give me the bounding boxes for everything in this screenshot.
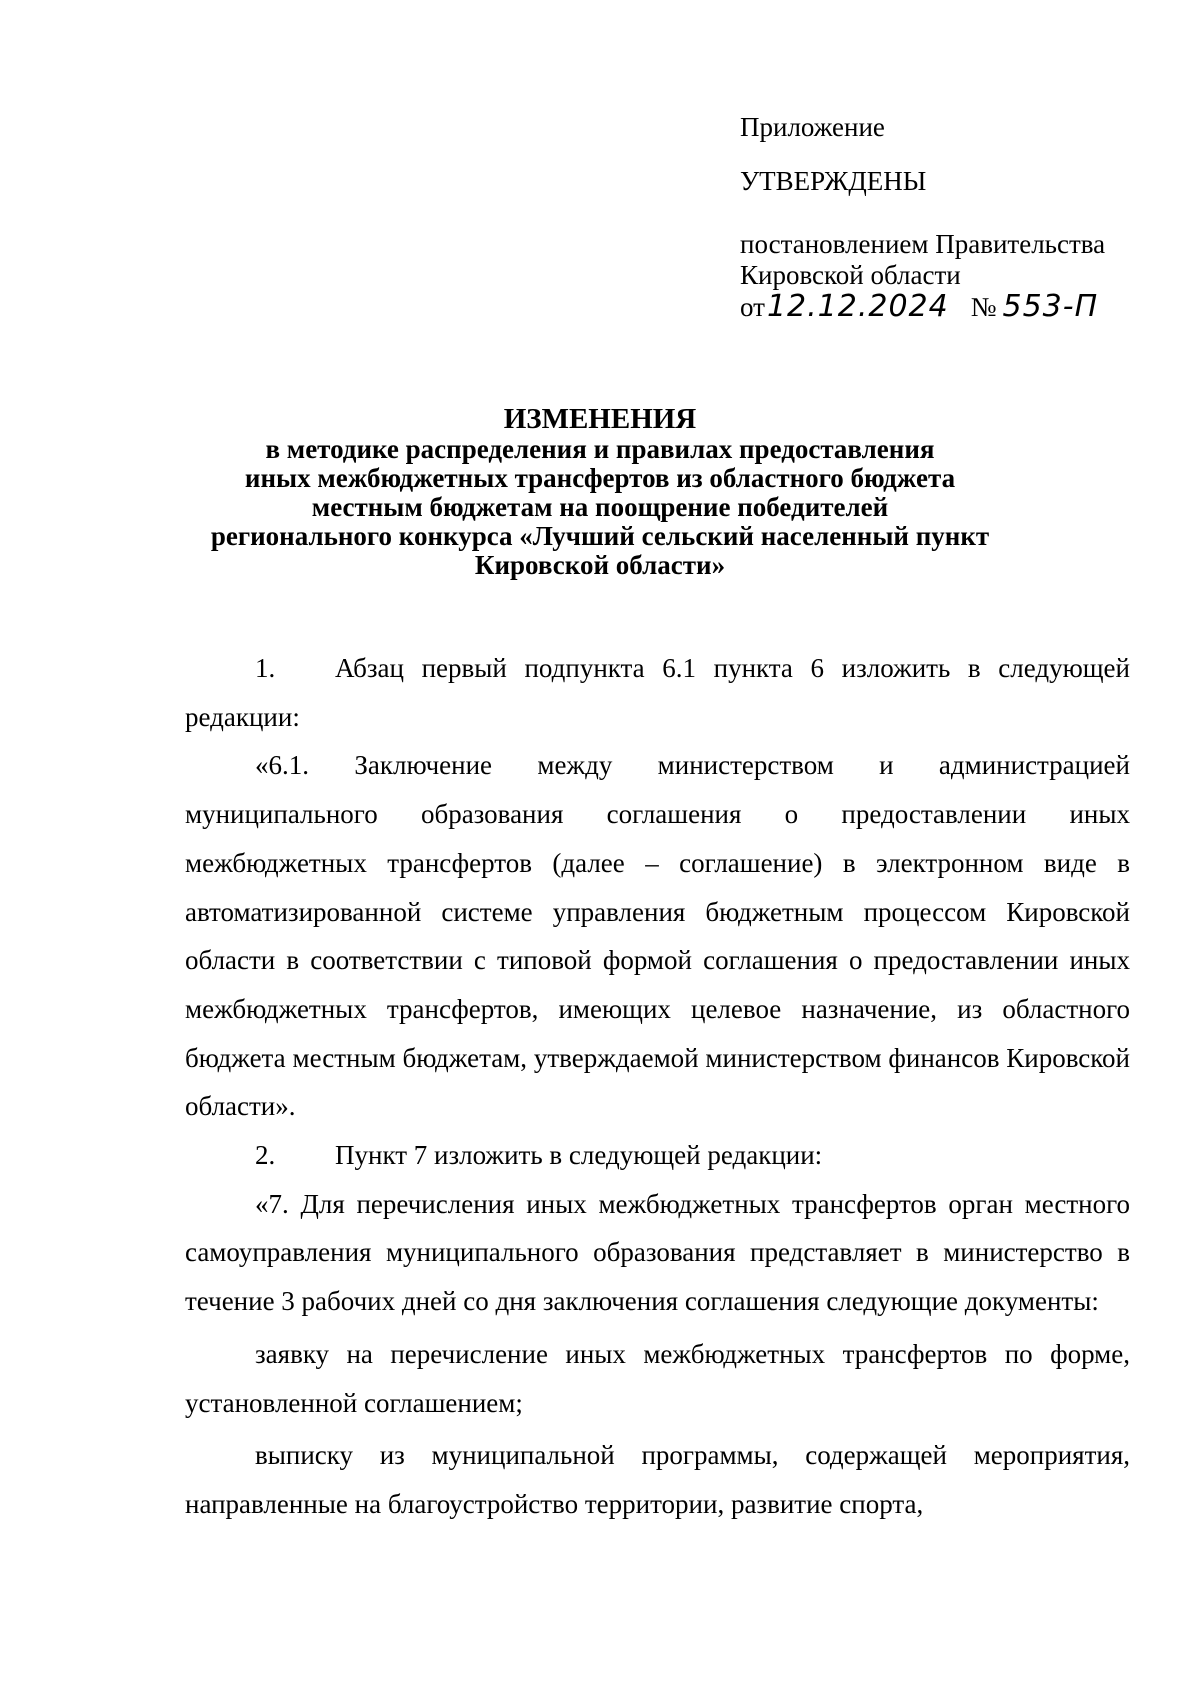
item-text: Пункт 7 изложить в следующей редакции:: [335, 1140, 823, 1171]
title-line: в методике распределения и правилах предоставления: [265, 434, 935, 464]
item-number: 1.: [255, 653, 276, 683]
date-prefix: от: [740, 292, 765, 322]
item-text: Абзац первый подпункта 6.1 пункта 6 изложить в следующей редакции:: [185, 653, 1130, 732]
paragraph-doc-extract: выписку из муниципальной программы, содержащей мероприятия, направленные на благоустройство территории, развитие спорта,: [185, 1440, 1130, 1519]
decree-line-2: Кировской области: [740, 260, 961, 290]
number-prefix: №: [970, 292, 997, 322]
title-line: Кировской области»: [474, 550, 726, 580]
item-number: 2.: [255, 1140, 276, 1171]
decree-date-number: [740, 291, 1160, 323]
handwritten-date: 12.12.2024: [766, 289, 949, 324]
title-line: иных межбюджетных трансфертов из областного бюджета: [244, 463, 956, 493]
appendix-label: Приложение: [740, 112, 885, 142]
paragraph-doc-request: заявку на перечисление иных межбюджетных трансфертов по форме, установленной соглашением;: [185, 1338, 1130, 1418]
title-main: ИЗМЕНЕНИЯ: [503, 403, 697, 435]
paragraph-quote-7: «7. Для перечисления иных межбюджетных трансфертов орган местного самоуправления муниципального образования представляет в министерство в течение 3 рабочих дней со дня заключения соглашения следующие документы:: [185, 1188, 1130, 1317]
document-body: [185, 644, 1130, 1529]
paragraph-item-1: [185, 644, 1130, 741]
paragraph-item-2: [185, 1131, 1130, 1180]
handwritten-number: 553-П: [1002, 289, 1099, 324]
approval-block: [740, 112, 1160, 323]
decree-line-1: постановлением Правительства: [740, 229, 1106, 259]
paragraph-quote-6-1: «6.1. Заключение между министерством и администрацией муниципального образования соглашения о предоставлении иных межбюджетных трансфертов (далее – соглашение) в электронном виде в автоматизированной системе управления бюджетным процессом Кировской области в соответствии с типовой формой соглашения о предоставлении иных межбюджетных трансфертов, имеющих целевое назначение, из областного бюджета местным бюджетам, утверждаемой министерством финансов Кировской области».: [185, 750, 1130, 1122]
document-title: [160, 403, 1040, 580]
approved-label: УТВЕРЖДЕНЫ: [740, 166, 927, 196]
title-line: местным бюджетам на поощрение победителей: [311, 492, 889, 522]
title-line: регионального конкурса «Лучший сельский населенный пункт: [210, 521, 990, 551]
